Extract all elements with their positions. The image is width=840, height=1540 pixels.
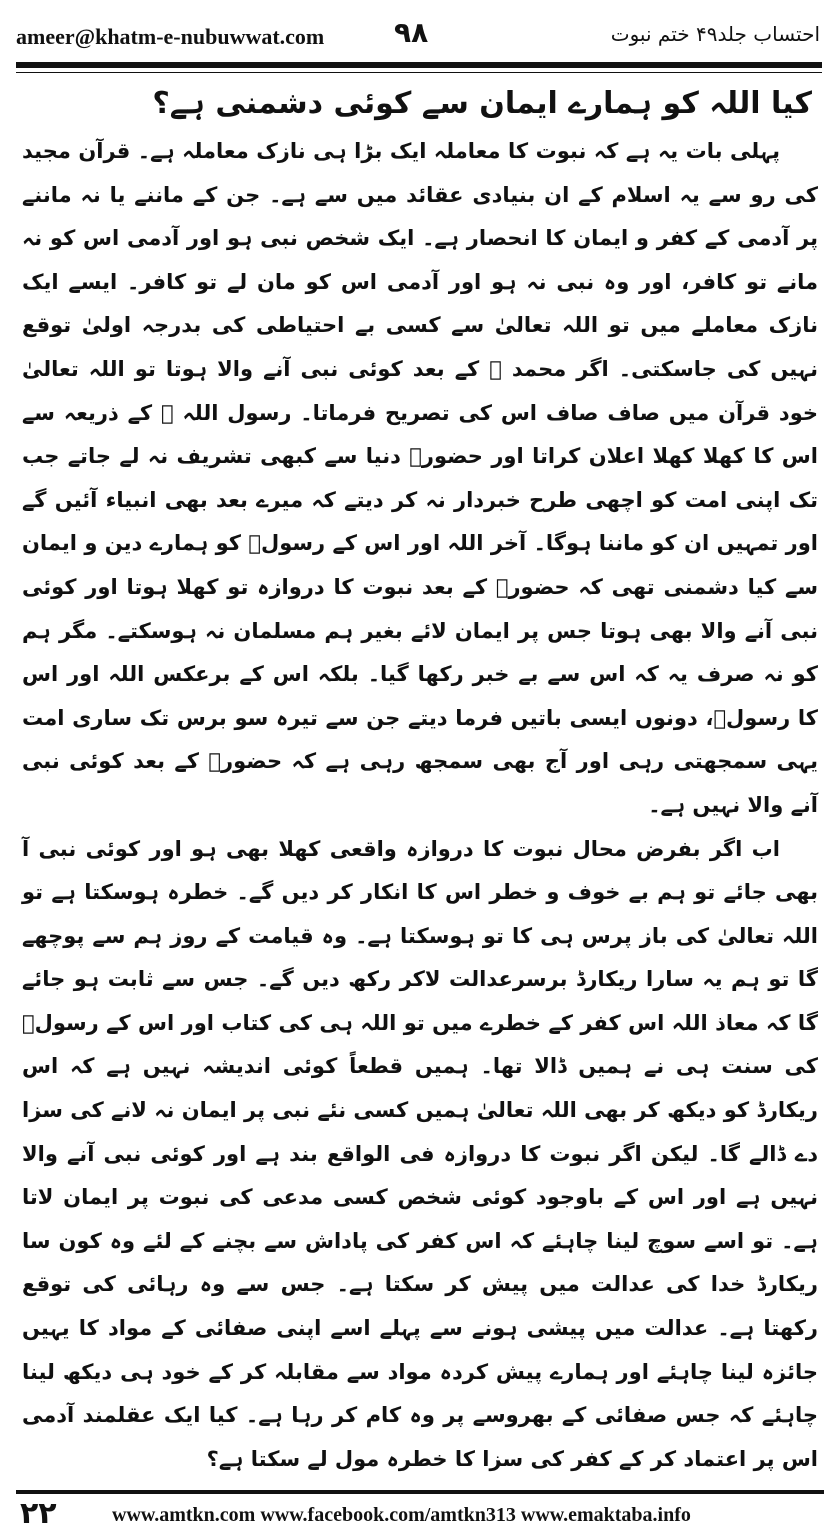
footer-rule	[16, 1490, 824, 1494]
article-heading: کیا اللہ کو ہمارے ایمان سے کوئی دشمنی ہے؟	[152, 86, 812, 121]
header-rule-thin	[16, 72, 822, 73]
page-number: ۹۸	[394, 16, 429, 49]
paragraph-2: اب اگر بفرض محال نبوت کا دروازہ واقعی کھلا بھی ہو اور کوئی نبی آ بھی جائے تو ہم بے خوف و خطر اس کا انکار کر دیں گے۔ خطرہ ہوسکتا ہے تو اللہ تعالیٰ کی باز پرس ہی کا تو ہوسکتا ہے۔ وہ قیامت کے روز ہم سے پوچھے گا تو ہم یہ سارا ریکارڈ برسرعدالت لاکر رکھ دیں گے۔ جس سے ثابت ہو جائے گا کہ معاذ اللہ اس کفر کے خطرے میں تو اللہ ہی کی کتاب اور اس کے رسولؐ کی سنت ہی نے ہمیں ڈالا تھا۔ ہمیں قطعاً کوئی اندیشہ نہیں ہے کہ اس ریکارڈ کو دیکھ کر بھی اللہ تعالیٰ ہمیں کسی نئے نبی پر ایمان نہ لانے کی سزا دے ڈالے گا۔ لیکن اگر نبوت کا دروازہ فی الواقع بند ہے اور کوئی نبی آنے والا نہیں ہے اور اس کے باوجود کوئی شخص کسی مدعی کی نبوت پر ایمان لاتا ہے۔ تو اسے سوچ لینا چاہئے کہ اس کفر کی پاداش سے بچنے کے لئے وہ کون سا ریکارڈ خدا کی عدالت میں پیش کر سکتا ہے۔ جس سے وہ رہائی کی توقع رکھتا ہے۔ عدالت میں پیشی ہونے سے پہلے اسے اپنی صفائی کے مواد کا یہیں جائزہ لینا چاہئے اور ہمارے پیش کردہ مواد سے مقابلہ کر کے خود ہی دیکھ لینا چاہئے کہ جس صفائی کے بھروسے پر وہ کام کر رہا ہے۔ کیا ایک عقلمند آدمی اس پر اعتماد کر کے کفر کی سزا کا خطرہ مول لے سکتا ہے؟	[22, 836, 818, 1471]
book-title: احتساب جلد۴۹ ختم نبوت	[610, 22, 820, 46]
article-body	[22, 80, 818, 1481]
paragraph-1: پہلی بات یہ ہے کہ نبوت کا معاملہ ایک بڑا ہی نازک معاملہ ہے۔ قرآن مجید کی رو سے یہ اسلام کے ان بنیادی عقائد میں سے ہے۔ جن کے ماننے یا نہ ماننے پر آدمی کے کفر و ایمان کا انحصار ہے۔ ایک شخص نبی ہو اور آدمی اس کو نہ مانے تو کافر، اور وہ نبی نہ ہو اور آدمی اس کو مان لے تو کافر۔ ایسے ایک نازک معاملے میں تو اللہ تعالیٰ سے کسی بے احتیاطی کی بدرجہ اولیٰ توقع نہیں کی جاسکتی۔ اگر محمد ﷺ کے بعد کوئی نبی آنے والا ہوتا تو اللہ تعالیٰ خود قرآن میں صاف صاف اس کی تصریح فرماتا۔ رسول اللہ ﷺ کے ذریعہ سے اس کا کھلا کھلا اعلان کراتا اور حضورؐ دنیا سے کبھی تشریف نہ لے جاتے جب تک اپنی امت کو اچھی طرح خبردار نہ کر دیتے کہ میرے بعد بھی انبیاء آئیں گے اور تمہیں ان کو ماننا ہوگا۔ آخر اللہ اور اس کے رسولؐ کو ہمارے دین و ایمان سے کیا دشمنی تھی کہ حضورؐ کے بعد نبوت کا دروازہ تو کھلا ہوتا اور کوئی نبی آنے والا بھی ہوتا جس پر ایمان لائے بغیر ہم مسلمان نہ ہوسکتے۔ مگر ہم کو نہ صرف یہ کہ اس سے بے خبر رکھا گیا۔ بلکہ اس کے برعکس اللہ اور اس کا رسولؐ، دونوں ایسی باتیں فرما دیتے جن سے تیرہ سو برس تک ساری امت یہی سمجھتی رہی اور آج بھی سمجھ رہی ہے کہ حضورؐ کے بعد کوئی نبی آنے والا نہیں ہے۔	[22, 139, 818, 817]
header-email: ameer@khatm-e-nubuwwat.com	[16, 24, 325, 49]
header-rule-thick	[16, 62, 822, 68]
page-footer	[16, 1490, 824, 1534]
page-header	[16, 14, 824, 64]
footer-section-number: ۲۲	[20, 1496, 57, 1531]
footer-links: www.amtkn.com www.facebook.com/amtkn313 www.emaktaba.info	[112, 1504, 691, 1526]
